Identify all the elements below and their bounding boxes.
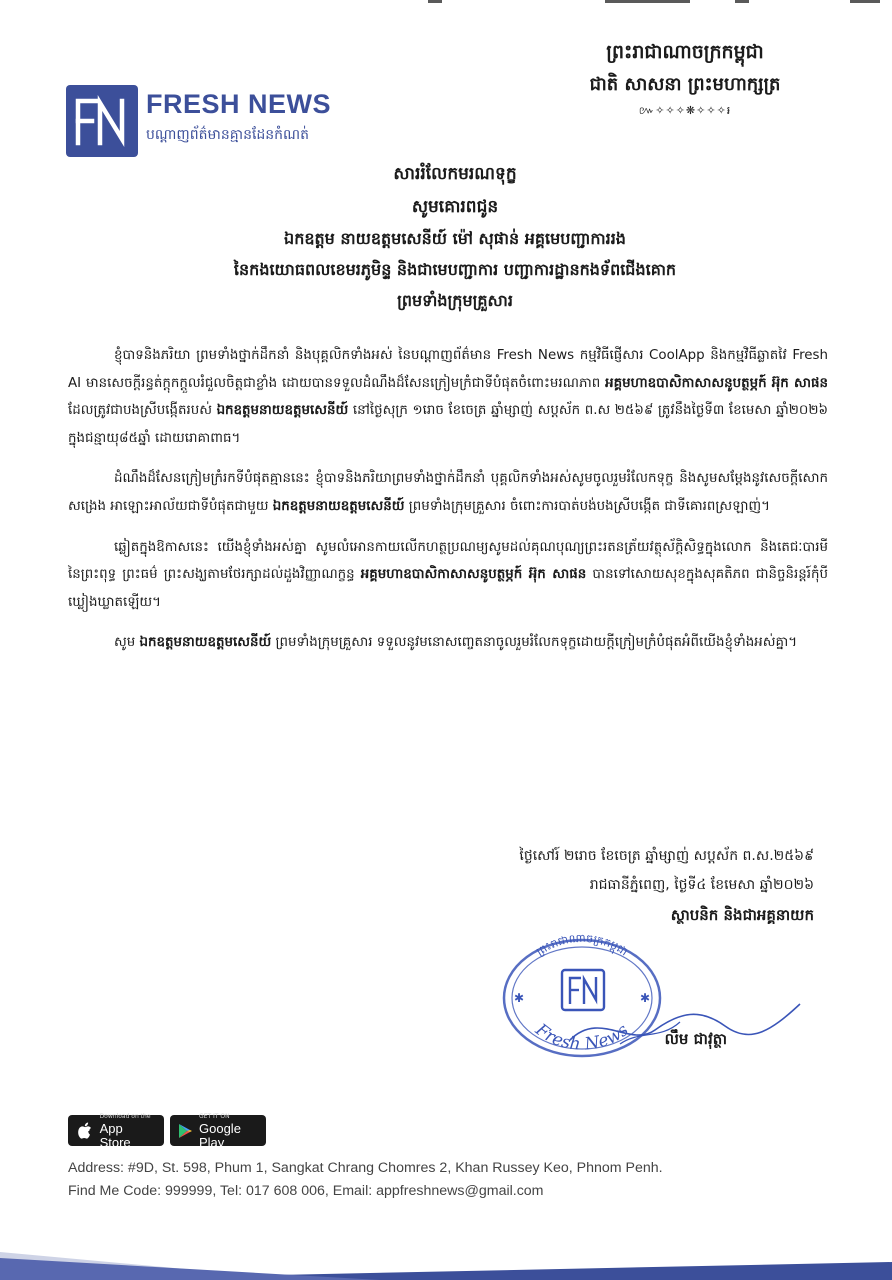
top-edge-mark [850, 0, 880, 3]
solar-date: រាជធានីភ្នំពេញ, ថ្ងៃទី៤ ខែមេសា ឆ្នាំ២០២៦ [589, 877, 814, 893]
fn-logo-icon [66, 85, 138, 157]
top-edge-mark [605, 0, 690, 3]
lunar-date: ថ្ងៃសៅរ៍ ២រោច ខែចេត្រ ឆ្នាំម្សាញ់ សប្តស័ក ព.ស.២៥៦៩ [519, 848, 814, 864]
top-edge-mark [735, 0, 749, 3]
fresh-news-logo [66, 85, 356, 157]
recipient-family-line: ព្រមទាំងក្រុមគ្រួសារ [397, 291, 513, 310]
footer-contact [68, 1157, 848, 1203]
motto-line: ជាតិ សាសនា ព្រះមហាក្សត្រ [589, 74, 781, 95]
svg-text:✱: ✱ [640, 991, 651, 1005]
seal-bottom-text: Fresh News [531, 1020, 633, 1055]
google-play-badge[interactable] [170, 1112, 266, 1150]
google-play-label: Google Play [199, 1120, 241, 1150]
logo-name: FRESH NEWS [146, 89, 332, 119]
signer-name: លឹម ជាវុត្ថា [664, 1030, 727, 1048]
footer-brand-band [0, 1200, 892, 1280]
svg-text:ព្រះរាជាណាចក្រកម្ពុជា [534, 932, 630, 959]
ornament-divider: ៚✧✧✧❋✧✧✧៛ [638, 104, 732, 117]
recipient-position-line: នៃកងយោធពលខេមរភូមិន្ទ និងជាមេបញ្ជាការ បញ្ជាការដ្ឋានកងទ័ពជើងគោក [233, 260, 677, 279]
salutation: សូមគោរពជូន [411, 197, 499, 217]
app-store-badge[interactable] [68, 1112, 164, 1150]
letter-title-block [60, 158, 850, 316]
top-edge-mark [428, 0, 442, 3]
apple-icon [76, 1122, 94, 1140]
svg-text:✱: ✱ [514, 991, 525, 1005]
letter-body [68, 342, 828, 670]
letter-title: សាររំលែកមរណទុក្ខ [393, 164, 517, 184]
body-paragraph: ដំណឹងដ៏សែនក្រៀមក្រំរកទីបំផុតគ្មាននេះ ខ្ញុំបាទនិងភរិយាព្រមទាំងថ្នាក់ដឹកនាំ បុគ្គលិកទាំងអស់សូមចូលរួមរំលែកទុក្ខ និងសូមសម្តែងនូវសេចក្តីសោកសង្រេង អាឡោះអាល័យជាទីបំផុតជាមួយ ឯកឧត្តមនាយឧត្តមសេនីយ៍ ព្រមទាំងក្រុមគ្រួសារ ចំពោះការបាត់បង់បងស្រីបង្កើត ជាទីគោរពស្រឡាញ់។ [68, 471, 828, 514]
footer-address: Address: #9D, St. 598, Phum 1, Sangkat Chrang Chomres 2, Khan Russey Keo, Phnom Penh. [68, 1160, 663, 1176]
recipient-line: ឯកឧត្តម នាយឧត្តមសេនីយ៍ ម៉ៅ សុផាន់ អគ្គមេបញ្ជាការរង [284, 229, 626, 248]
body-paragraph: ឆ្លៀតក្នុងឱកាសនេះ យើងខ្ញុំទាំងអស់គ្នា សូមលំអោនកាយលើកហត្ថប្រណម្យសូមដល់គុណបុណ្យព្រះរតនត្រ័យវត្ថុស័ក្តិសិទ្ធក្នុងលោក និងតេជៈបារមី នៃព្រះពុទ្ធ ព្រះធម៌ ព្រះសង្ឃតាមថែរក្សាដល់ដួងវិញ្ញាណក្ខន្ធ អគ្គមហាឧបាសិកាសាសនូបត្ថម្ភក៍ អ៊ុក សាផន បានទៅសោយសុខក្នុងសុគតិភព ជានិច្ចនិរន្តរ៍កុំបីឃ្លៀងឃ្លាតឡើយ។ [68, 539, 828, 610]
footer-contact-line: Find Me Code: 999999, Tel: 017 608 006, Email: appfreshnews@gmail.com [68, 1183, 544, 1199]
kingdom-header [540, 36, 830, 120]
seal-top-text: ព្រះរាជាណាចក្រកម្ពុជា [534, 931, 631, 959]
google-play-icon [178, 1122, 193, 1140]
google-play-small-label: GET IT ON [199, 1112, 230, 1120]
dateline [519, 842, 814, 900]
app-store-label: App Store [99, 1120, 131, 1150]
body-paragraph: ខ្ញុំបាទនិងភរិយា ព្រមទាំងថ្នាក់ដឹកនាំ និងបុគ្គលិកទាំងអស់ នៃបណ្តាញព័ត៌មាន Fresh News កម្មវិធីផ្ញើសារ CoolApp និងកម្មវិធីឆ្លាតវៃ Fresh AI មានសេចក្តីរន្ធត់ក្តុកក្តួលរំជួលចិត្តជាខ្លាំង ដោយបានទទួលដំណឹងដ៏សែនក្រៀមក្រំជាទីបំផុតចំពោះមរណភាព អគ្គមហាឧបាសិកាសាសនូបត្ថម្ភក៍ អ៊ុក សាផន ដែលត្រូវជាបងស្រីបង្កើតរបស់ ឯកឧត្តមនាយឧត្តមសេនីយ៍ នៅថ្ងៃសុក្រ ១រោច ខែចេត្រ ឆ្នាំម្សាញ់ សប្តស័ក ព.ស ២៥៦៩ ត្រូវនឹងថ្ងៃទី៣ ខែមេសា ឆ្នាំ២០២៦ ក្នុងជន្មាយុ៨៥ឆ្នាំ ដោយរោគាពាធ។ [68, 348, 828, 446]
signer-title: ស្ថាបនិក និងជាអគ្គនាយក [670, 906, 814, 924]
logo-tagline: បណ្តាញព័ត៌មានគ្មានដែនកំណត់ [146, 127, 310, 143]
app-store-small-label: Download on the [99, 1112, 151, 1120]
body-paragraph: សូម ឯកឧត្តមនាយឧត្តមសេនីយ៍ ព្រមទាំងក្រុមគ្រួសារ ទទួលនូវមនោសញ្ចេតនាចូលរួមរំលែកទុក្ខដោយក្តីក្រៀមក្រំបំផុតអំពីយើងខ្ញុំទាំងអស់គ្នា។ [114, 635, 798, 651]
kingdom-line: ព្រះរាជាណាចក្រកម្ពុជា [606, 41, 764, 63]
